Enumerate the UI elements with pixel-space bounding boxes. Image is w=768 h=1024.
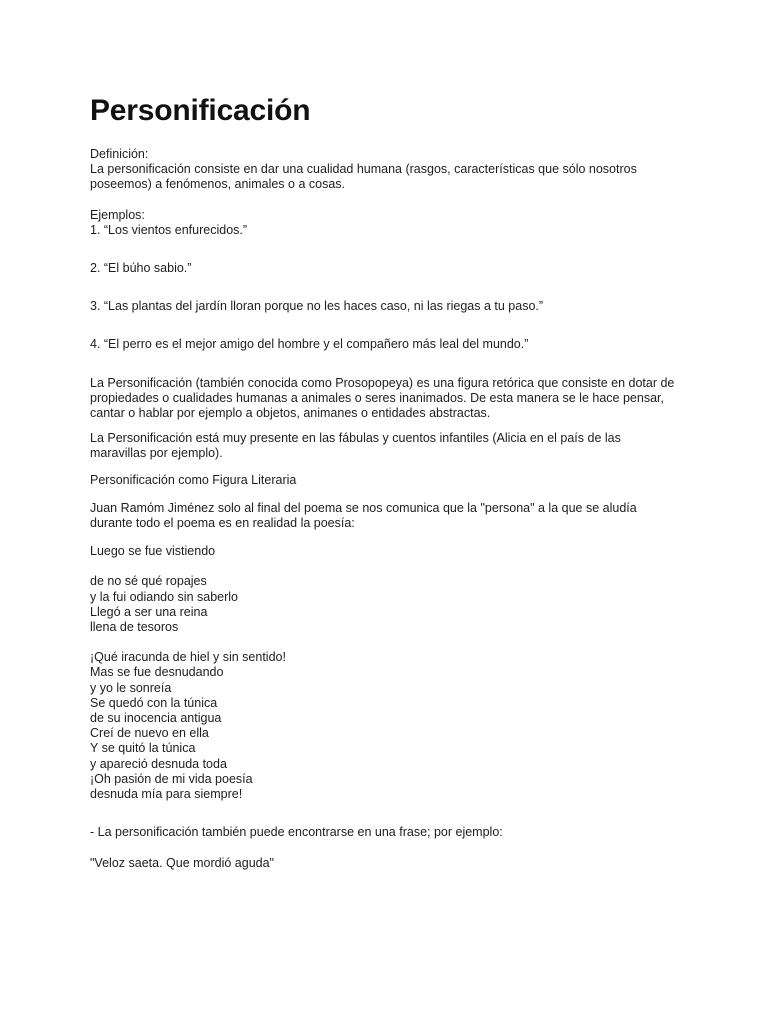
poem-line: desnuda mía para siempre! [90,787,243,802]
paragraph-definition-extended [90,376,690,422]
section-subtitle: Personificación como Figura Literaria [90,472,297,487]
poem-line: ¡Oh pasión de mi vida poesía [90,771,253,786]
paragraph-line: Juan Ramóm Jiménez solo al final del poema se nos comunica que la "persona" a la que se aludía [90,500,637,515]
poem-intro [90,501,690,531]
definition-line: La personificación consiste en dar una cualidad humana (rasgos, características que sólo nosotros [90,162,637,177]
quote-line: "Veloz saeta. Que mordió aguda" [90,855,274,870]
paragraph-line: propiedades o cualidades humanas a animales o seres inanimados. De esta manera se le hace pensar, [90,390,664,405]
note-line: - La personificación también puede encontrarse en una frase; por ejemplo: [90,825,503,840]
poem-line: Se quedó con la túnica [90,695,218,710]
poem-line: llena de tesoros [90,620,179,635]
poem-line: Luego se fue vistiendo [90,544,216,559]
document-body [90,92,690,871]
example-item: 1. “Los vientos enfurecidos.” [90,222,248,237]
paragraph-fables [90,431,690,461]
poem-line: de su inocencia antigua [90,711,222,726]
poem-line: de no sé qué ropajes [90,574,207,589]
poem-line: y yo le sonreía [90,680,172,695]
poem-line: y apareció desnuda toda [90,756,227,771]
examples-section [90,208,690,353]
paragraph-line: La Personificación está muy presente en las fábulas y cuentos infantiles (Alicia en el país de las [90,431,621,446]
poem-line: Mas se fue desnudando [90,665,224,680]
poem-line: Llegó a ser una reina [90,604,208,619]
definition-section [90,147,690,193]
paragraph-line: La Personificación (también conocida como Prosopopeya) es una figura retórica que consiste en dotar de [90,375,675,390]
page-title: Personificación [90,94,311,127]
examples-label: Ejemplos: [90,207,145,222]
poem-line: ¡Qué iracunda de hiel y sin sentido! [90,650,286,665]
definition-line: poseemos) a fenómenos, animales o a cosas. [90,177,345,192]
example-item: 2. “El búho sabio.” [90,261,192,276]
example-item: 3. “Las plantas del jardín lloran porque no les haces caso, ni las riegas a tu paso.” [90,299,544,314]
poem [90,544,690,802]
definition-label: Definición: [90,147,149,161]
paragraph-line: cantar o hablar por ejemplo a objetos, animanes o entidades abstractas. [90,406,491,421]
poem-line: Y se quitó la túnica [90,741,196,756]
poem-line: y la fui odiando sin saberlo [90,589,239,604]
paragraph-line: maravillas por ejemplo). [90,446,223,461]
paragraph-line: durante todo el poema es en realidad la poesía: [90,516,355,531]
example-item: 4. “El perro es el mejor amigo del hombre y el compañero más leal del mundo.” [90,337,529,352]
poem-line: Creí de nuevo en ella [90,726,209,741]
